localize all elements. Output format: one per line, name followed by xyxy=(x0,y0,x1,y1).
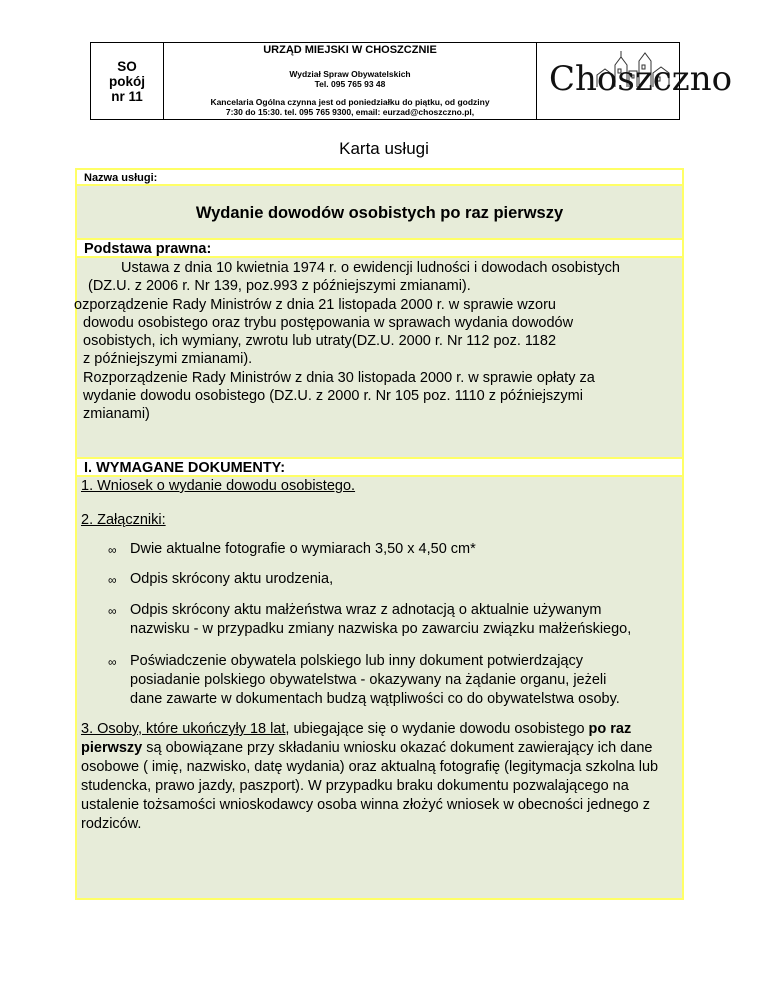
legal-line: z późniejszymi zmianami). xyxy=(83,351,253,367)
document-item-3 xyxy=(81,720,681,834)
attachment-item: posiadanie polskiego obywatelstwa - okazywany na żądanie organu, jeżeli xyxy=(130,672,607,688)
document-item-1: 1. Wniosek o wydanie dowodu osobistego. xyxy=(81,478,356,494)
infinity-bullet-icon: ∞ xyxy=(108,573,117,587)
legal-line: osobistych, ich wymiany, zwrotu lub utraty(DZ.U. 2000 r. Nr 112 poz. 1182 xyxy=(83,333,557,349)
item3-text-a: ubiegające się o wydanie dowodu osobistego xyxy=(289,721,589,737)
item3-bold: po raz pierwszy xyxy=(81,721,632,756)
legal-line: zmianami) xyxy=(83,406,150,422)
service-name: Wydanie dowodów osobistych po raz pierwszy xyxy=(195,204,564,222)
infinity-bullet-icon: ∞ xyxy=(108,604,117,618)
office-name: URZĄD MIEJSKI W CHOSZCZNIE xyxy=(263,44,437,56)
attachment-item: Odpis skrócony aktu małżeństwa wraz z adnotacją o aktualnie używanym xyxy=(130,602,602,618)
attachment-item: nazwisku - w przypadku zmiany nazwiska po zawarciu związku małżeńskiego, xyxy=(130,621,632,637)
attachment-item: Odpis skrócony aktu urodzenia, xyxy=(130,571,334,587)
choszczno-logo: Choszczno xyxy=(549,59,733,99)
legal-line: (DZ.U. z 2006 r. Nr 139, poz.993 z późniejszymi zmianami). xyxy=(88,278,471,294)
document-item-2: 2. Załączniki: xyxy=(81,512,166,528)
required-documents-heading: I. WYMAGANE DOKUMENTY: xyxy=(75,457,684,477)
chancellery-line: 7:30 do 15:30. tel. 095 765 9300, email: eurzad@choszczno.pl, xyxy=(225,107,475,117)
office-cell xyxy=(164,43,537,119)
legal-line: wydanie dowodu osobistego (DZ.U. z 2000 r. Nr 105 poz. 1110 z późniejszymi xyxy=(83,388,583,404)
room-line: nr 11 xyxy=(111,88,143,104)
legal-line: dowodu osobistego oraz trybu postępowania w sprawach wydania dowodów xyxy=(83,315,574,331)
legal-basis-heading: Podstawa prawna: xyxy=(75,238,684,258)
attachment-item: Poświadczenie obywatela polskiego lub inny dokument potwierdzający xyxy=(130,653,583,669)
department-name: Wydział Spraw Obywatelskich xyxy=(289,69,411,79)
legal-line: ozporządzenie Rady Ministrów z dnia 21 listopada 2000 r. w sprawie wzoru xyxy=(74,297,556,313)
page-title: Karta usługi xyxy=(339,139,429,158)
attachment-item: dane zawarte w dokumentach budzą wątpliwości co do obywatelstwa osoby. xyxy=(130,691,620,707)
item3-text-b: są obowiązane przy składaniu wniosku okazać dokument zawierający ich dane osobowe ( imię, nazwisko, datę wydania) oraz aktualną fotografię (legitymacja szkolna lub studencka, prawo jazdy, paszport). W przypadku braku dokumentu pozwalającego na ustalenie tożsamości wnioskodawcy osoba winna złożyć wniosek w obecności jednego z rodziców. xyxy=(81,740,659,832)
room-cell xyxy=(91,43,164,119)
legal-line: Ustawa z dnia 10 kwietnia 1974 r. o ewidencji ludności i dowodach osobistych xyxy=(121,260,620,276)
logo-cell xyxy=(537,43,733,119)
item3-underlined: 3. Osoby, które ukończyły 18 lat, xyxy=(81,721,290,737)
chancellery-info xyxy=(164,97,536,117)
legal-line: Rozporządzenie Rady Ministrów z dnia 30 listopada 2000 r. w sprawie opłaty za xyxy=(83,370,595,386)
department-tel: Tel. 095 765 93 48 xyxy=(314,79,386,89)
room-line: SO xyxy=(117,58,137,74)
infinity-bullet-icon: ∞ xyxy=(108,543,117,557)
header-table xyxy=(90,42,733,120)
room-line: pokój xyxy=(109,73,145,89)
chancellery-line: Kancelaria Ogólna czynna jest od poniedziałku do piątku, od godziny xyxy=(210,97,490,107)
attachment-item: Dwie aktualne fotografie o wymiarach 3,50 x 4,50 cm* xyxy=(130,541,476,557)
department-info xyxy=(164,69,536,89)
infinity-bullet-icon: ∞ xyxy=(108,655,117,669)
service-label: Nazwa usługi: xyxy=(75,168,684,186)
